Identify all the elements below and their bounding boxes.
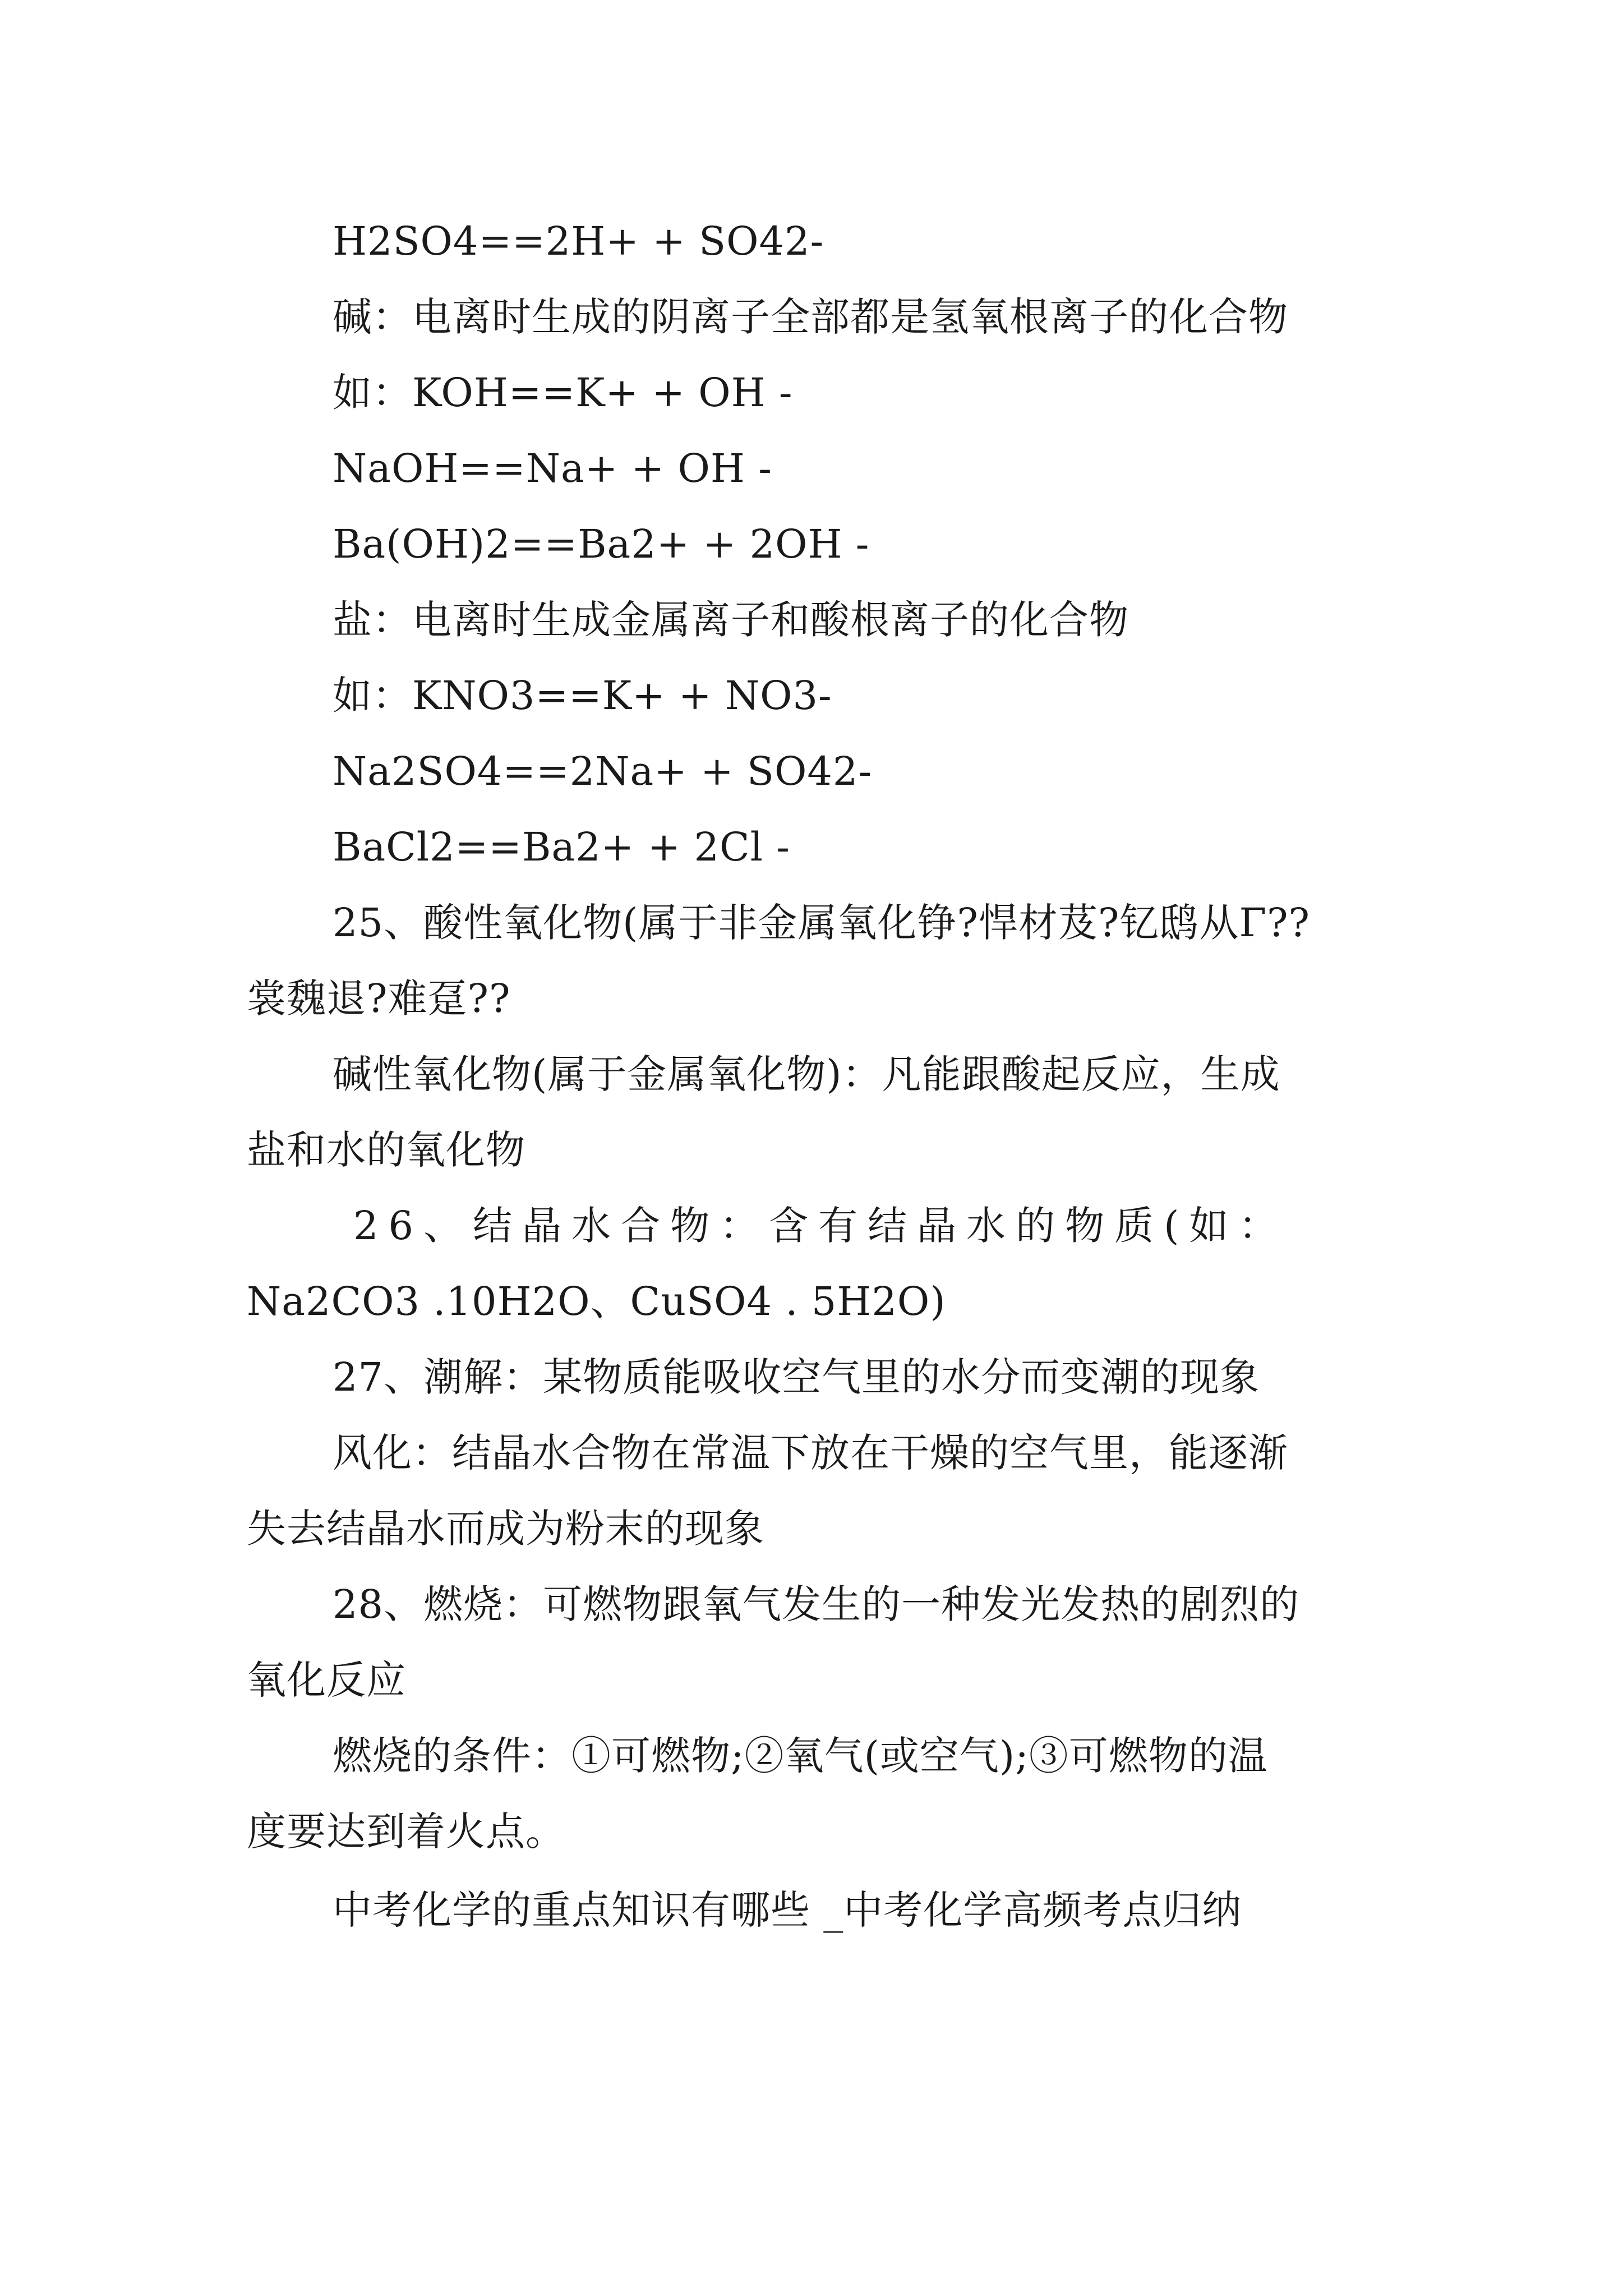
text-line: H2SO4==2H+ + SO42- bbox=[333, 218, 824, 264]
text-line: 中考化学的重点知识有哪些 _中考化学高频考点归纳 bbox=[333, 1887, 1242, 1933]
text-line: Na2SO4==2Na+ + SO42- bbox=[333, 748, 873, 794]
text-line: Ba(OH)2==Ba2+ + 2OH - bbox=[333, 521, 870, 567]
text-line: 碱性氧化物(属于金属氧化物)：凡能跟酸起反应，生成 bbox=[333, 1051, 1280, 1097]
text-line: NaOH==Na+ + OH - bbox=[333, 445, 772, 491]
text-line: 25、酸性氧化物(属于非金属氧化铮?悍材芨?钇鸱从Γ?? bbox=[333, 900, 1311, 946]
text-line: BaCl2==Ba2+ + 2Cl - bbox=[333, 824, 790, 870]
text-line: 28、燃烧：可燃物跟氧气发生的一种发光发热的剧烈的 bbox=[333, 1581, 1300, 1627]
text-line: 26、结晶水合物：含有结晶水的物质(如： bbox=[353, 1203, 1288, 1249]
text-line: 盐：电离时生成金属离子和酸根离子的化合物 bbox=[333, 597, 1129, 643]
text-line: Na2CO3 .10H2O、CuSO4 . 5H2O) bbox=[247, 1278, 946, 1324]
text-line: 27、潮解：某物质能吸收空气里的水分而变潮的现象 bbox=[333, 1354, 1260, 1400]
text-line: 如：KNO3==K+ + NO3- bbox=[333, 673, 832, 719]
text-line: 燃烧的条件：①可燃物;②氧气(或空气);③可燃物的温 bbox=[333, 1733, 1268, 1779]
text-line: 碱：电离时生成的阴离子全部都是氢氧根离子的化合物 bbox=[333, 294, 1288, 340]
text-line: 裳魏退?难趸?? bbox=[247, 976, 511, 1022]
text-line: 如：KOH==K+ + OH - bbox=[333, 370, 793, 416]
text-line: 风化：结晶水合物在常温下放在干燥的空气里，能逐渐 bbox=[333, 1430, 1288, 1476]
text-line: 氧化反应 bbox=[247, 1657, 406, 1703]
text-line: 盐和水的氧化物 bbox=[247, 1127, 525, 1173]
text-line: 度要达到着火点。 bbox=[247, 1809, 565, 1855]
text-line: 失去结晶水而成为粉末的现象 bbox=[247, 1506, 764, 1552]
